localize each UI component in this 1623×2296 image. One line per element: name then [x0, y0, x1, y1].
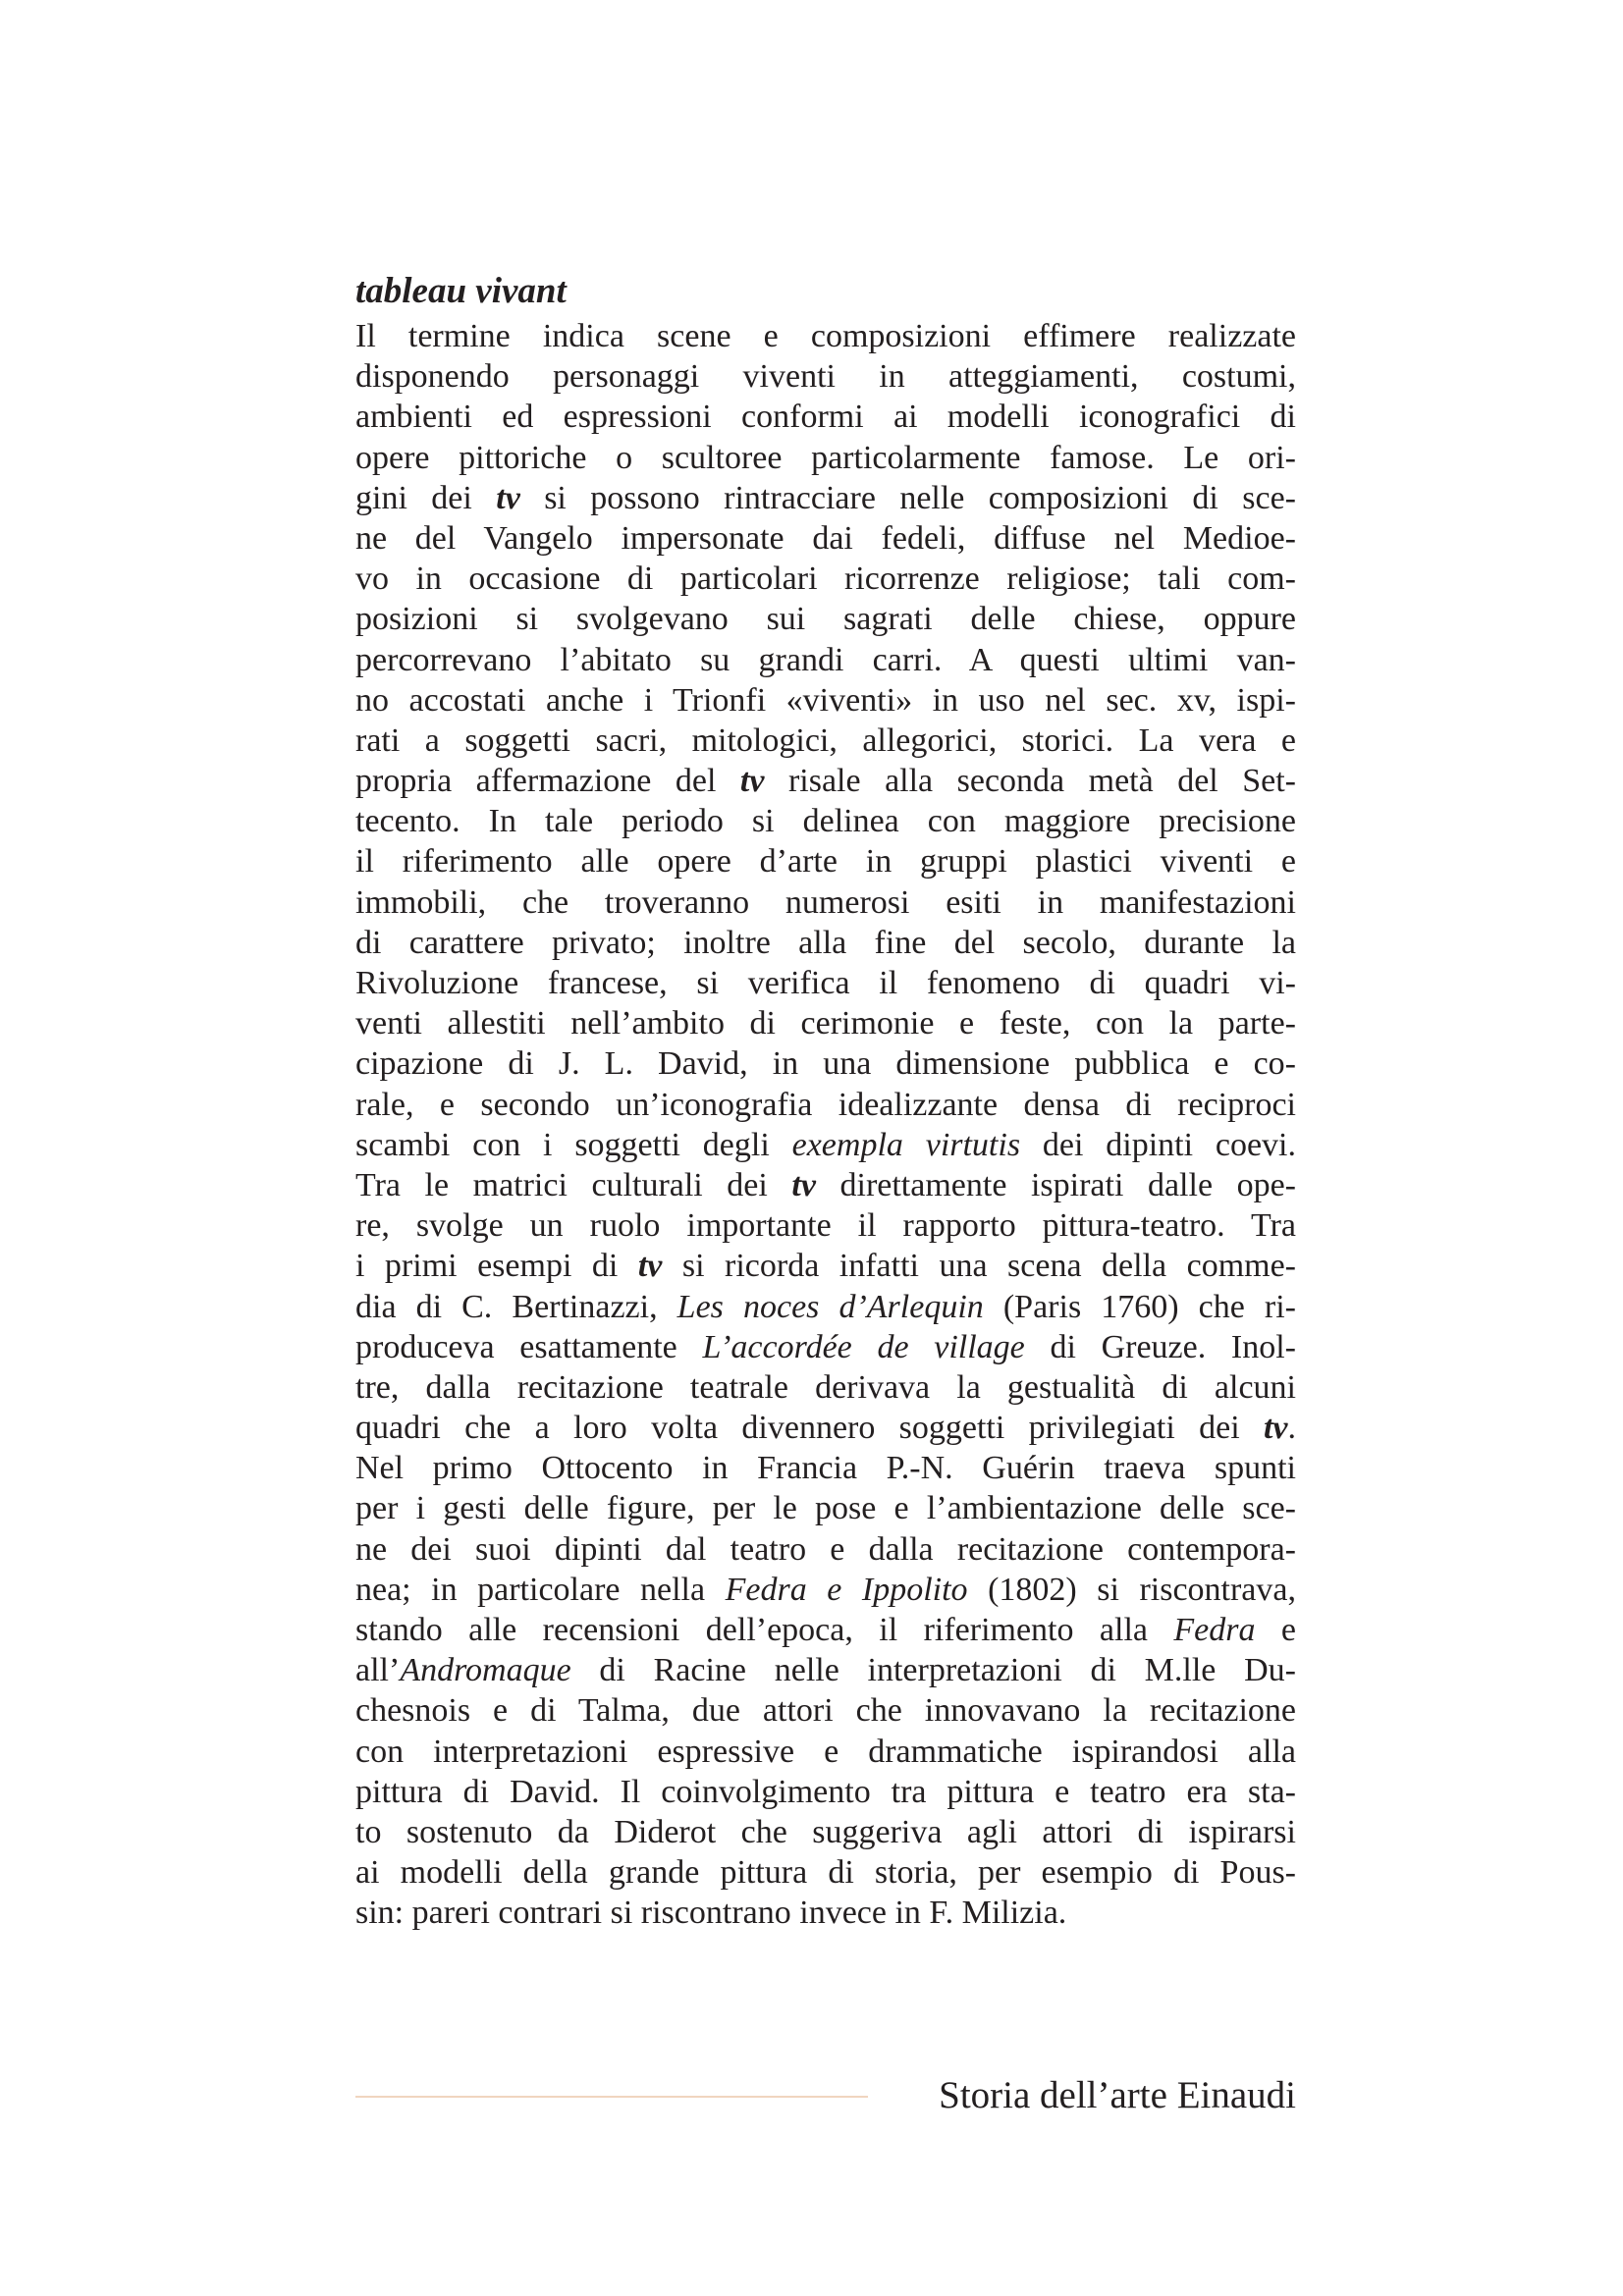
text-line	[355, 963, 1296, 1003]
text-segment: no accostati anche i Trionfi «viventi» in uso nel sec. xv, ispi-	[355, 681, 1296, 719]
text-segment: immobili, che troveranno numerosi esiti in manifestazioni	[355, 883, 1296, 921]
abbreviation-tv: tv	[791, 1166, 816, 1203]
text-segment: di Racine nelle interpretazioni di M.lle Du-	[570, 1652, 1296, 1689]
text-line	[355, 721, 1296, 761]
text-segment: disponendo personaggi viventi in atteggiamenti, costumi,	[355, 358, 1296, 396]
text-line	[355, 1772, 1296, 1812]
text-line	[355, 1570, 1296, 1610]
text-segment: direttamente ispirati dalle ope-	[815, 1166, 1296, 1203]
entry-body	[355, 316, 1296, 1934]
text-line	[355, 1732, 1296, 1772]
text-line	[355, 923, 1296, 963]
text-segment: ambienti ed espressioni conformi ai modelli iconografici di	[355, 399, 1296, 436]
text-segment: all’	[355, 1652, 401, 1689]
dictionary-entry	[355, 271, 1296, 1934]
text-segment: rati a soggetti sacri, mitologici, allegorici, storici. La vera e	[355, 721, 1296, 759]
text-segment: Rivoluzione francese, si verifica il fenomeno di quadri vi-	[355, 965, 1296, 1001]
abbreviation-tv: tv	[1263, 1410, 1288, 1447]
text-line	[355, 761, 1296, 801]
text-line	[355, 1287, 1296, 1327]
text-segment: si possono rintracciare nelle composizioni di sce-	[519, 479, 1296, 516]
footer-rule	[355, 2096, 868, 2098]
text-line	[355, 1408, 1296, 1448]
text-segment: stando alle recensioni dell’epoca, il riferimento alla	[355, 1612, 1174, 1648]
text-line	[355, 1893, 1296, 1933]
text-segment: .	[1287, 1410, 1296, 1447]
abbreviation-tv: tv	[739, 763, 765, 800]
page-footer	[355, 2071, 1296, 2120]
text-line	[355, 1205, 1296, 1246]
italic-title: Fedra e Ippolito	[725, 1571, 968, 1608]
text-line	[355, 1125, 1296, 1165]
text-segment: (Paris 1760) che ri-	[983, 1288, 1296, 1325]
italic-title: exempla virtutis	[791, 1126, 1021, 1163]
text-segment: e	[1255, 1612, 1296, 1648]
text-segment: quadri che a loro volta divennero soggetti privilegiati dei	[355, 1410, 1264, 1447]
text-segment: re, svolge un ruolo importante il rapporto pittura-teatro. Tra	[355, 1207, 1296, 1245]
text-segment: percorrevano l’abitato su grandi carri. A questi ultimi van-	[355, 641, 1296, 678]
text-segment: nea; in particolare nella	[355, 1571, 726, 1608]
text-line	[355, 1690, 1296, 1731]
text-segment: opere pittoriche o scultoree particolarmente famose. Le ori-	[355, 439, 1296, 476]
text-segment: di Greuze. Inol-	[1024, 1328, 1296, 1365]
text-line	[355, 438, 1296, 478]
text-line	[355, 680, 1296, 721]
entry-title: tableau vivant	[355, 271, 567, 311]
footer-publication-title: Storia dell’arte Einaudi	[939, 2074, 1296, 2116]
text-segment: produceva esattamente	[355, 1328, 703, 1365]
text-segment: chesnois e di Talma, due attori che innovavano la recitazione	[355, 1692, 1296, 1730]
text-line	[355, 1003, 1296, 1043]
text-segment: sin: pareri contrari si riscontrano invece in F. Milizia.	[355, 1895, 1067, 1932]
text-segment: tre, dalla recitazione teatrale derivava la gestualità di alcuni	[355, 1368, 1296, 1406]
text-line	[355, 1367, 1296, 1408]
text-segment: di carattere privato; inoltre alla fine del secolo, durante la	[355, 924, 1296, 961]
text-segment: Tra le matrici culturali dei	[355, 1166, 792, 1203]
text-line	[355, 356, 1296, 397]
text-line	[355, 1488, 1296, 1528]
text-segment: scambi con i soggetti degli	[355, 1126, 792, 1163]
italic-title: Les noces d’Arlequin	[676, 1288, 984, 1325]
text-line	[355, 1448, 1296, 1488]
italic-title: Fedra	[1173, 1612, 1256, 1648]
text-line	[355, 1610, 1296, 1650]
text-line	[355, 1327, 1296, 1367]
text-segment: risale alla seconda metà del Set-	[764, 763, 1296, 800]
text-segment: Il termine indica scene e composizioni effimere realizzate	[355, 318, 1296, 354]
text-segment: pittura di David. Il coinvolgimento tra pittura e teatro era sta-	[355, 1773, 1296, 1810]
text-line	[355, 518, 1296, 559]
text-segment: Nel primo Ottocento in Francia P.-N. Guérin traeva spunti	[355, 1450, 1296, 1487]
text-segment: i primi esempi di	[355, 1248, 638, 1285]
text-line	[355, 599, 1296, 639]
text-segment: con interpretazioni espressive e drammatiche ispirandosi alla	[355, 1733, 1296, 1770]
text-segment: ne del Vangelo impersonate dai fedeli, diffuse nel Medioe-	[355, 519, 1296, 557]
text-segment: rale, e secondo un’iconografia idealizzante densa di reciproci	[355, 1086, 1296, 1123]
text-segment: per i gesti delle figure, per le pose e l’ambientazione delle sce-	[355, 1490, 1296, 1527]
text-line	[355, 1650, 1296, 1690]
text-segment: venti allestiti nell’ambito di cerimonie e feste, con la parte-	[355, 1005, 1296, 1042]
text-segment: (1802) si riscontrava,	[967, 1571, 1296, 1608]
text-segment: dei dipinti coevi.	[1020, 1126, 1296, 1163]
text-segment: ai modelli della grande pittura di storia, per esempio di Pous-	[355, 1854, 1296, 1892]
text-line	[355, 882, 1296, 923]
text-line	[355, 1165, 1296, 1205]
text-segment: gini dei	[355, 479, 497, 516]
text-segment: posizioni si svolgevano sui sagrati delle chiese, oppure	[355, 601, 1296, 638]
text-line	[355, 1043, 1296, 1084]
text-line	[355, 640, 1296, 680]
text-segment: dia di C. Bertinazzi,	[355, 1288, 677, 1325]
text-segment: propria affermazione del	[355, 763, 740, 800]
text-line	[355, 397, 1296, 437]
text-segment: cipazione di J. L. David, in una dimensione pubblica e co-	[355, 1045, 1296, 1083]
text-segment: si ricorda infatti una scena della comme-	[662, 1248, 1296, 1285]
italic-title: L’accordée de village	[702, 1328, 1025, 1365]
text-segment: to sostenuto da Diderot che suggeriva agli attori di ispirarsi	[355, 1813, 1296, 1850]
text-line	[355, 1085, 1296, 1125]
text-line	[355, 801, 1296, 841]
text-line	[355, 841, 1296, 881]
text-segment: vo in occasione di particolari ricorrenze religiose; tali com-	[355, 561, 1296, 598]
text-segment: ne dei suoi dipinti dal teatro e dalla recitazione contempora-	[355, 1530, 1296, 1568]
text-line	[355, 1852, 1296, 1893]
text-line	[355, 478, 1296, 518]
text-line	[355, 316, 1296, 356]
text-line	[355, 1812, 1296, 1852]
text-line	[355, 1246, 1296, 1286]
abbreviation-tv: tv	[496, 479, 520, 516]
text-line	[355, 1529, 1296, 1570]
text-segment: tecento. In tale periodo si delinea con maggiore precisione	[355, 803, 1296, 840]
italic-title: Andromaque	[400, 1652, 571, 1689]
text-line	[355, 559, 1296, 599]
text-segment: il riferimento alle opere d’arte in gruppi plastici viventi e	[355, 843, 1296, 881]
abbreviation-tv: tv	[637, 1248, 663, 1285]
